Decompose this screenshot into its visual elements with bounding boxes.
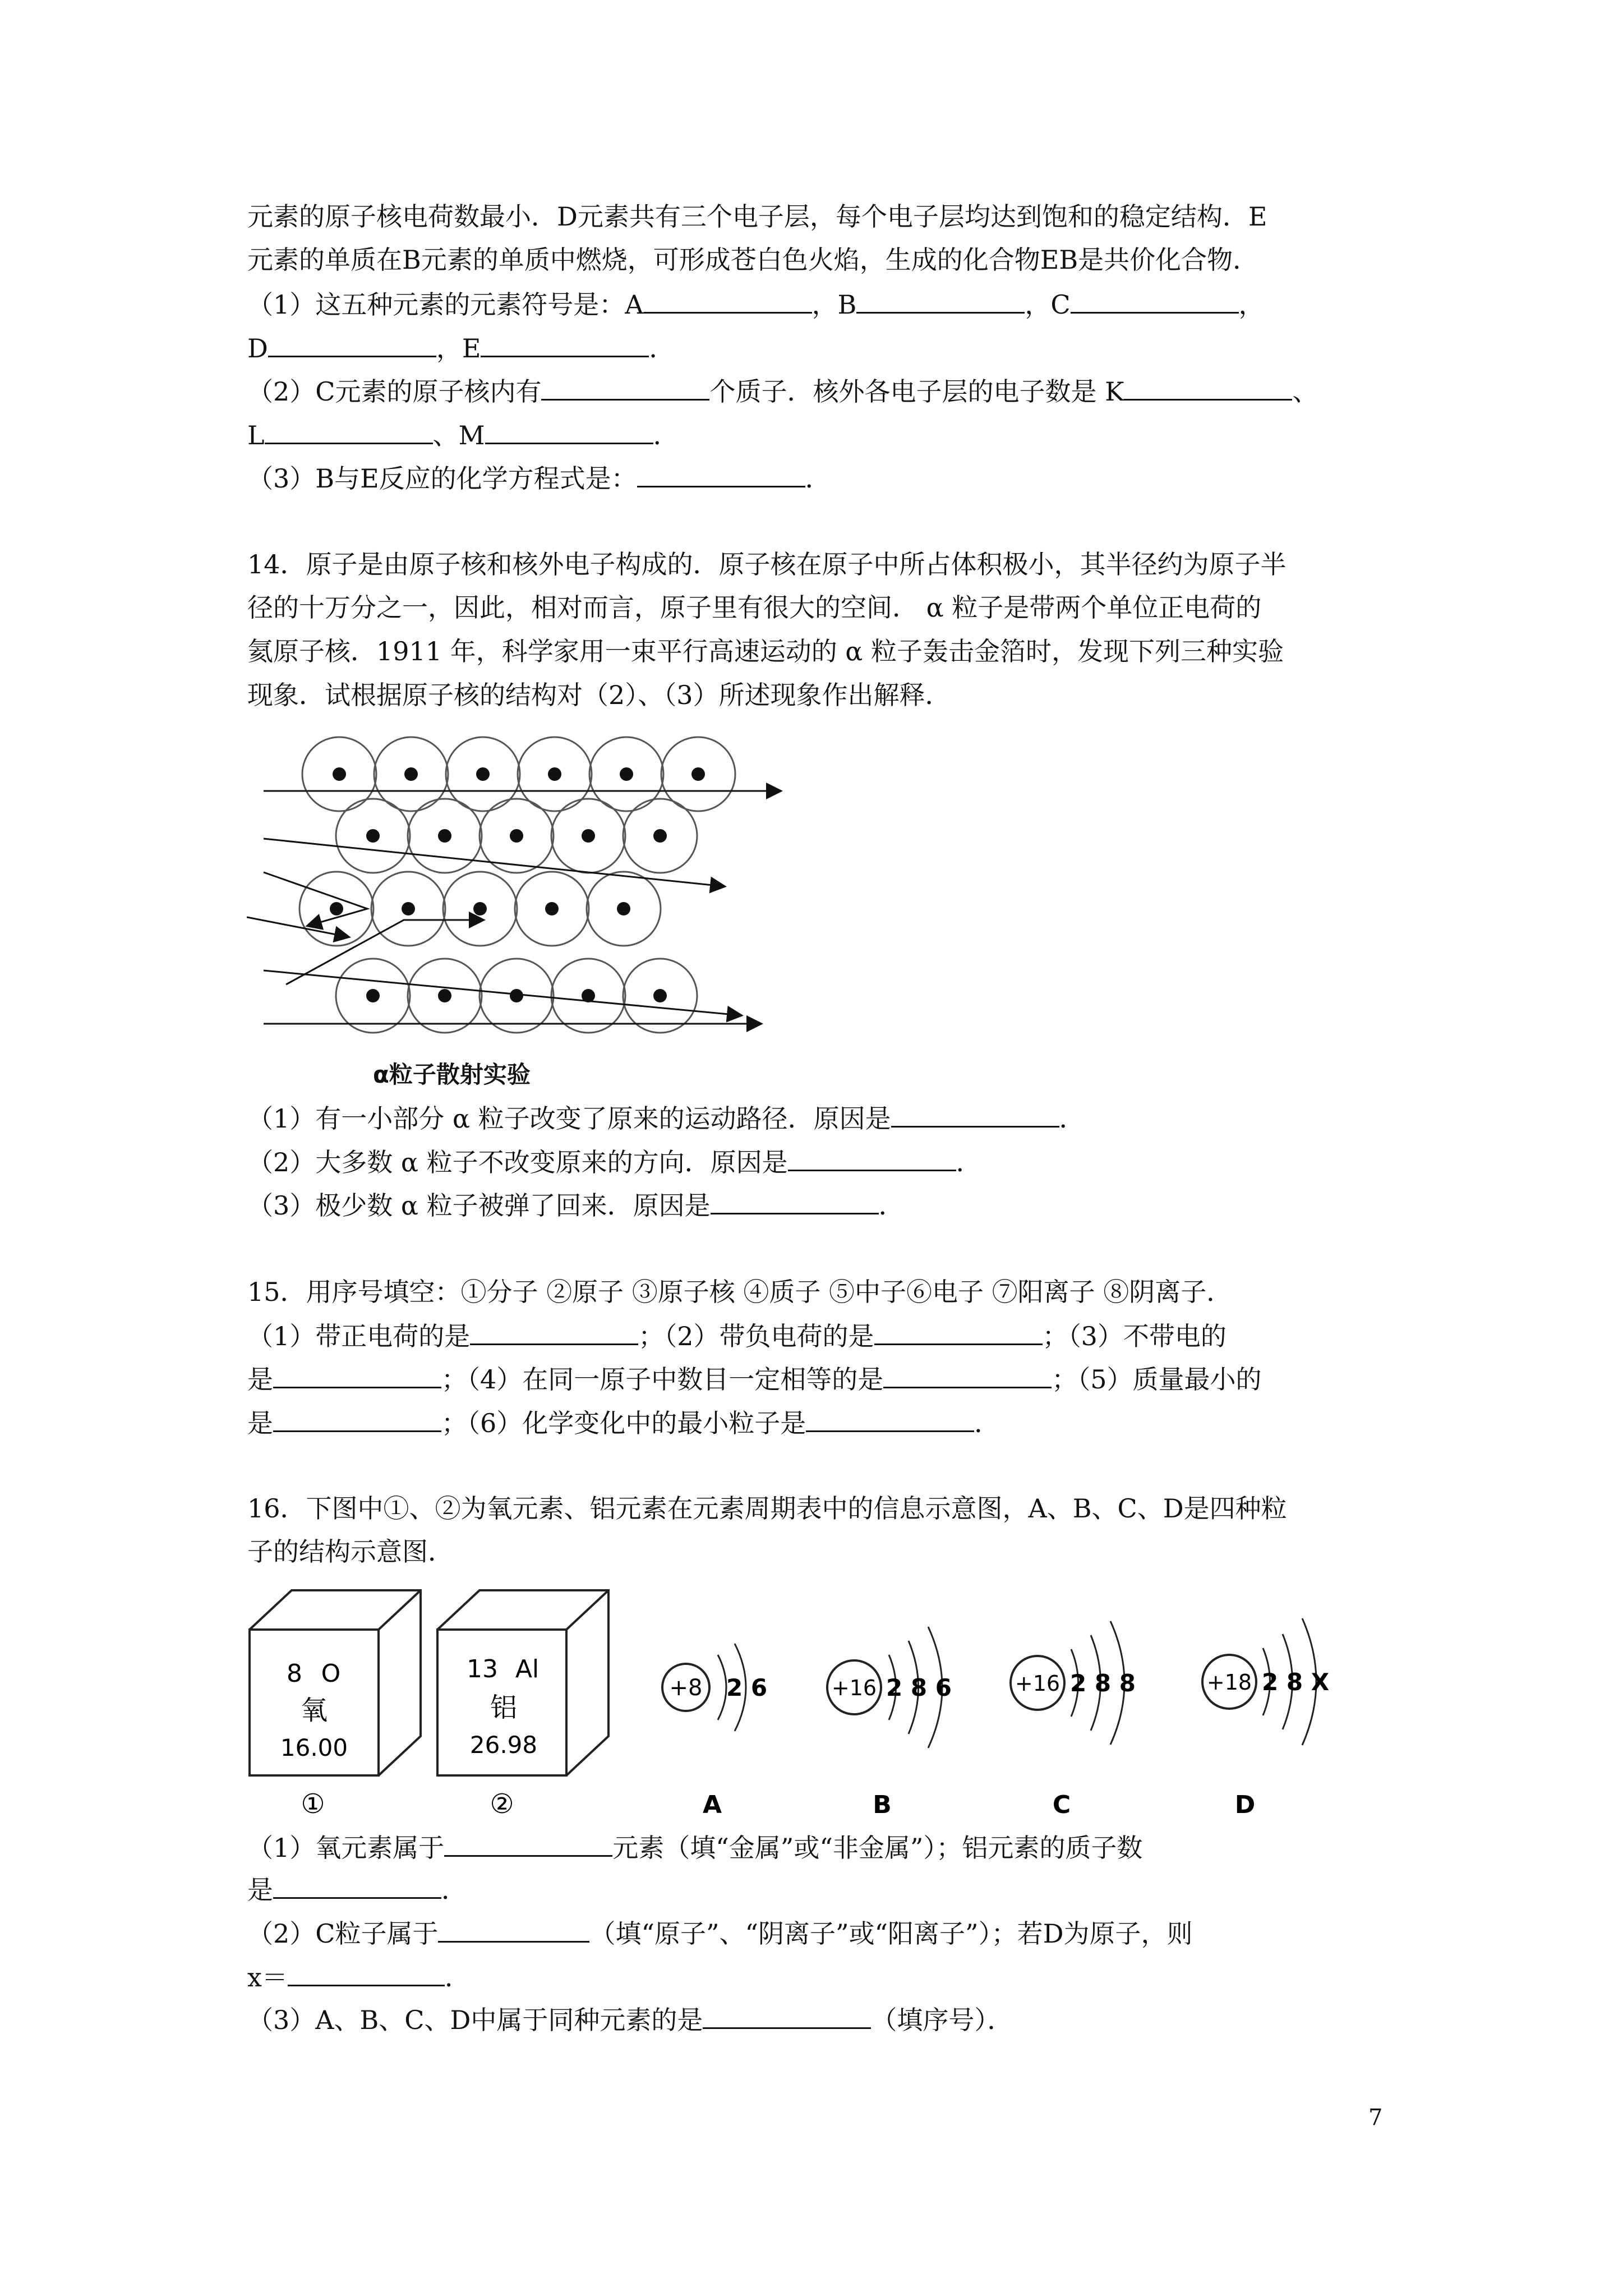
atom-nucleus — [620, 767, 633, 781]
alpha-figure-caption: α粒子散射实验 — [373, 1061, 531, 1088]
q14-blank-3[interactable] — [711, 1188, 879, 1214]
q15-line3 — [247, 1362, 1262, 1396]
q13-p1-text-a: （1）这五种元素的元素符号是：A — [247, 289, 644, 320]
q16-part1-line1 — [247, 1830, 1142, 1865]
q15-text-b1: 是 — [247, 1364, 273, 1395]
q14-sub3-end: ． — [878, 1190, 905, 1221]
q13-blank-c[interactable] — [1071, 287, 1239, 314]
aluminium-name: 铝 — [490, 1692, 518, 1723]
q13-p3-text-b: ． — [805, 463, 831, 494]
q14-sub1-line — [247, 1101, 1085, 1135]
atom-d-nucleus: +18 — [1206, 1670, 1252, 1695]
alpha-path-deflected-2 — [264, 872, 367, 926]
q13-p1-text-e: D — [247, 333, 268, 364]
q13-p2-text-d: L — [247, 420, 265, 450]
atom-nucleus — [653, 989, 667, 1002]
oxygen-symbol: O — [321, 1659, 341, 1688]
q16-text-a1: （1）氧元素属于 — [247, 1833, 445, 1863]
q14-line4: 现象．试根据原子核的结构对（2）、（3）所述现象作出解释． — [247, 680, 951, 710]
q15-blank-1[interactable] — [470, 1319, 638, 1345]
atom-nucleus — [476, 767, 490, 781]
q15-blank-4[interactable] — [883, 1362, 1052, 1388]
q13-blank-m[interactable] — [485, 418, 653, 444]
atom-a-shells: 2 6 — [726, 1674, 768, 1701]
q16-text-c1: （3）A、B、C、D中属于同种元素的是 — [247, 2005, 703, 2035]
q15-text-c1: 是 — [247, 1408, 273, 1438]
q14-sub1-end: ． — [1059, 1103, 1085, 1134]
q14-sub1-text: （1）有一小部分 α 粒子改变了原来的运动路径．原因是 — [247, 1103, 891, 1134]
q13-blank-k[interactable] — [1124, 374, 1292, 401]
q13-p1-text-c: ，C — [1025, 289, 1071, 320]
q13-blank-equation[interactable] — [637, 461, 805, 487]
q16-text-b3: x＝ — [247, 1962, 288, 1993]
q16-figure — [247, 1582, 1357, 1823]
atom-nucleus — [653, 829, 667, 843]
q15-text-b3: ；（5）质量最小的 — [1052, 1364, 1262, 1395]
q13-p2-text-e: 、M — [432, 420, 485, 450]
q15-line1: 15．用序号填空：①分子 ②原子 ③原子核 ④质子 ⑤中子⑥电子 ⑦阳离子 ⑧阴离子． — [247, 1277, 1233, 1307]
q16-blank-same-element[interactable] — [703, 2003, 871, 2029]
q14-sub2-text: （2）大多数 α 粒子不改变原来的方向．原因是 — [247, 1147, 788, 1177]
q16-text-c2: （填序号）． — [871, 2005, 1013, 2035]
q16-blank-metal[interactable] — [444, 1830, 612, 1857]
q13-part2-line2 — [247, 418, 679, 452]
q14-blank-1[interactable] — [891, 1101, 1059, 1128]
q15-text-c3: ． — [974, 1408, 1000, 1438]
atom-nucleus — [510, 829, 523, 843]
q15-blank-6[interactable] — [806, 1406, 974, 1432]
atom-nucleus — [510, 989, 523, 1002]
q16-part2-line1 — [247, 1916, 1192, 1950]
q16-blank-protons[interactable] — [273, 1872, 441, 1899]
atom-c-shells: 2 8 8 — [1070, 1669, 1136, 1697]
q15-line2 — [247, 1319, 1227, 1353]
q13-blank-protons[interactable] — [541, 374, 709, 401]
q13-p1-text-g: ． — [649, 333, 675, 364]
atom-nucleus — [366, 989, 380, 1002]
q16-blank-particle[interactable] — [438, 1916, 589, 1943]
atom-c-label: C — [1052, 1791, 1071, 1819]
q13-p2-text-a: （2）C元素的原子核内有 — [247, 376, 542, 407]
q13-part1-line1 — [247, 287, 1265, 321]
atom-nucleus — [548, 767, 561, 781]
alpha-scattering-figure — [247, 724, 796, 1099]
q13-p2-text-f: ． — [653, 420, 679, 450]
q15-blank-3[interactable] — [273, 1362, 441, 1388]
q16-part1-line2 — [247, 1872, 467, 1907]
q13-part3-line — [247, 461, 831, 495]
atom-nucleus — [404, 767, 418, 781]
atom-nucleus — [330, 902, 343, 915]
alpha-path-into-nucleus — [247, 917, 348, 937]
q13-blank-l[interactable] — [265, 418, 433, 444]
cube2-label: ② — [490, 1788, 514, 1820]
q15-blank-2[interactable] — [874, 1319, 1043, 1345]
atom-nucleus — [473, 902, 487, 915]
cube1-label: ① — [301, 1788, 325, 1820]
aluminium-atomic-number: 13 — [467, 1655, 498, 1683]
atom-nucleus — [438, 829, 451, 843]
atom-nucleus — [366, 829, 380, 843]
atom-b-shells: 2 8 6 — [886, 1674, 952, 1701]
atom-nucleus — [402, 902, 415, 915]
oxygen-atomic-number: 8 — [287, 1659, 302, 1688]
q15-text-c2: ；（6）化学变化中的最小粒子是 — [441, 1408, 806, 1438]
atom-nucleus — [545, 902, 559, 915]
alpha-path-deflected-1 — [264, 839, 723, 886]
q13-blank-e[interactable] — [481, 331, 649, 357]
q15-text-b2: ；（4）在同一原子中数目一定相等的是 — [441, 1364, 884, 1395]
q13-p3-text-a: （3）B与E反应的化学方程式是： — [247, 463, 637, 494]
q14-line1: 14．原子是由原子核和核外电子构成的．原子核在原子中所占体积极小，其半径约为原子半 — [247, 549, 1287, 579]
q14-sub2-end: ． — [956, 1147, 982, 1177]
q13-p1-text-b: ，B — [811, 289, 857, 320]
q13-part1-line2 — [247, 331, 675, 365]
alpha-path-deflected-3 — [264, 970, 740, 1015]
atom-c — [1011, 1621, 1136, 1819]
q14-sub3-text: （3）极少数 α 粒子被弹了回来．原因是 — [247, 1190, 711, 1221]
aluminium-symbol: Al — [515, 1655, 540, 1683]
q16-text-a3: 是 — [247, 1875, 273, 1905]
q14-line2: 径的十万分之一，因此，相对而言，原子里有很大的空间． α 粒子是带两个单位正电荷的 — [247, 592, 1262, 623]
q15-blank-5[interactable] — [273, 1406, 441, 1432]
atom-nucleus — [582, 829, 595, 843]
q14-blank-2[interactable] — [788, 1145, 956, 1171]
q13-intro-line1: 元素的原子核电荷数最小．D元素共有三个电子层，每个电子层均达到饱和的稳定结构．E — [247, 201, 1267, 232]
q13-p2-text-c: 、 — [1292, 376, 1318, 407]
q14-sub3-line — [247, 1188, 905, 1222]
atom-d — [1202, 1618, 1329, 1819]
oxygen-mass: 16.00 — [280, 1734, 348, 1761]
q13-blank-b[interactable] — [856, 287, 1025, 314]
atom-nucleus — [617, 902, 630, 915]
q16-blank-x[interactable] — [288, 1960, 445, 1986]
atom-a — [662, 1644, 767, 1819]
atom-nucleus — [438, 989, 451, 1002]
q13-intro-line2: 元素的单质在B元素的单质中燃烧，可形成苍白色火焰，生成的化合物EB是共价化合物． — [247, 245, 1259, 275]
q16-text-b4: ． — [444, 1962, 471, 1993]
q14-sub2-line — [247, 1145, 982, 1179]
q16-text-b2: （填“原子”、“阴离子”或“阳离子”）；若D为原子，则 — [589, 1918, 1193, 1949]
atom-c-nucleus: +16 — [1015, 1671, 1061, 1696]
q14-line3: 氦原子核．1911 年，科学家用一束平行高速运动的 α 粒子轰击金箔时，发现下列三种实验 — [247, 636, 1284, 666]
q13-p1-text-d: ， — [1238, 289, 1265, 320]
q13-part2-line1 — [247, 374, 1318, 408]
q15-line4 — [247, 1406, 1000, 1440]
page-number: 7 — [1368, 2105, 1383, 2131]
q16-part2-line2 — [247, 1960, 471, 1994]
q16-text-b1: （2）C粒子属于 — [247, 1918, 439, 1949]
q13-blank-d[interactable] — [268, 331, 436, 357]
oxygen-name: 氧 — [300, 1695, 328, 1726]
q15-text-a1: （1）带正电荷的是 — [247, 1321, 471, 1351]
atom-d-shells: 2 8 X — [1262, 1668, 1330, 1696]
atom-d-label: D — [1234, 1791, 1256, 1819]
atom-b-label: B — [873, 1791, 892, 1819]
atom-a-label: A — [702, 1791, 722, 1819]
q15-text-a2: ；（2）带负电荷的是 — [638, 1321, 874, 1351]
atom-nucleus — [691, 767, 705, 781]
atom-nucleus — [333, 767, 346, 781]
q16-text-a4: ． — [441, 1875, 467, 1905]
q13-p1-text-f: ，E — [436, 333, 481, 364]
q16-part3-line — [247, 2003, 1013, 2037]
q16-line1: 16．下图中①、②为氧元素、铝元素在元素周期表中的信息示意图，A、B、C、D是四种粒 — [247, 1493, 1287, 1524]
atom-b-nucleus: +16 — [831, 1676, 877, 1700]
q13-p2-text-b: 个质子．核外各电子层的电子数是 K — [709, 376, 1124, 407]
q16-line2: 子的结构示意图． — [247, 1536, 454, 1567]
atom-b — [827, 1627, 952, 1819]
q13-blank-a[interactable] — [644, 287, 812, 314]
q15-text-a3: ；（3）不带电的 — [1042, 1321, 1227, 1351]
q16-text-a2: 元素（填“金属”或“非金属”）；铝元素的质子数 — [612, 1833, 1143, 1863]
aluminium-mass: 26.98 — [469, 1731, 538, 1759]
atom-a-nucleus: +8 — [669, 1675, 703, 1701]
